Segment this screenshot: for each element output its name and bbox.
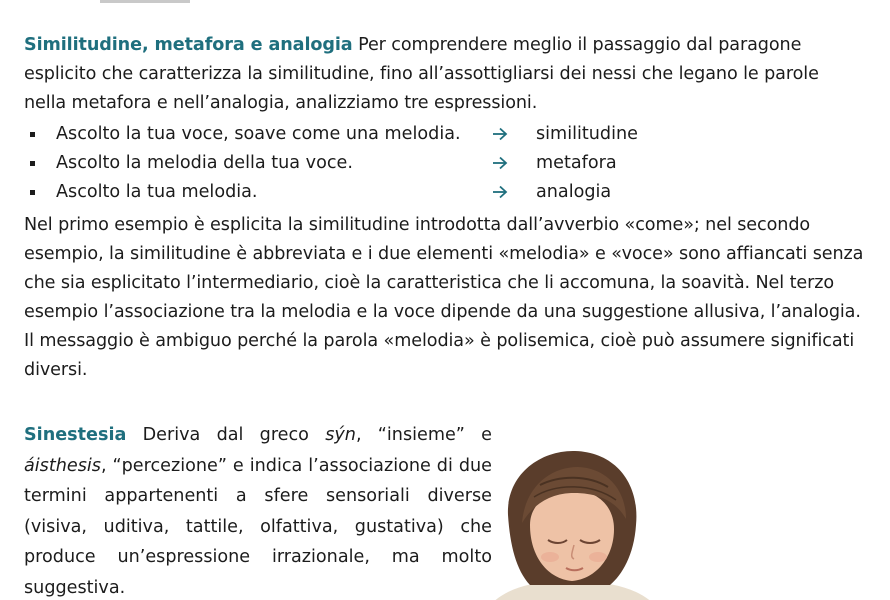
similitudine-paragraph [24, 31, 866, 118]
similitudine-explanation: Nel primo esempio è esplicita la similitudine introdotta dall’avverbio «come»; nel secondo esempio, la similitudine è abbreviata e i due elementi «melodia» e «voce» sono affiancati senza che sia esplicitato l’intermediario, cioè la caratteristica che li accomuna, la soavità. Nel terzo esempio l’associazione tra la melodia e la voce dipende da una suggestione allusiva, l’analogia. Il messaggio è ambiguo perché la parola «melodia» è polisemica, cioè può assumere significati diversi. [24, 215, 864, 380]
example-text: Ascolto la tua melodia. [56, 182, 258, 202]
example-term: similitudine [536, 124, 638, 144]
sinestesia-text-b: , “insieme” e [355, 425, 493, 445]
example-term: analogia [536, 182, 612, 202]
example-term: metafora [536, 153, 617, 173]
arrow-right-icon [492, 127, 508, 141]
example-text: Ascolto la tua voce, soave come una melodia. [56, 124, 461, 144]
bullet-icon [30, 132, 35, 137]
arrow-right-icon [492, 156, 508, 170]
sinestesia-paragraph [24, 420, 492, 600]
greek-term-aisthesis: áisthesis [24, 455, 101, 476]
sinestesia-heading: Sinestesia [24, 425, 127, 445]
example-item [24, 178, 866, 207]
sinestesia-text-a: Deriva dal greco [142, 425, 326, 445]
bullet-icon [30, 190, 35, 195]
top-divider [100, 0, 190, 3]
similitudine-intro: Per comprendere meglio il passaggio dal paragone esplicito che caratterizza la similitudine, fino all’assottigliarsi dei nessi che legano le parole nella metafora e nell’analogia, analizziamo tre espressioni. [24, 35, 819, 113]
example-text: Ascolto la melodia della tua voce. [56, 153, 353, 173]
arrow-right-icon [492, 185, 508, 199]
sinestesia-text-c: , “percezione” e indica l’associazione di due termini appartenenti a sfere sensoriali diverse (visiva, uditiva, tattile, olfattiva, gustativa) che produce un’espressione irrazionale, ma molto suggestiva. [24, 455, 492, 598]
girl-portrait-illustration [470, 445, 670, 600]
example-item [24, 149, 866, 178]
example-list [24, 120, 866, 207]
similitudine-heading: Similitudine, metafora e analogia [24, 35, 353, 55]
example-item [24, 120, 866, 149]
bullet-icon [30, 161, 35, 166]
greek-term-syn: sýn [325, 425, 356, 445]
